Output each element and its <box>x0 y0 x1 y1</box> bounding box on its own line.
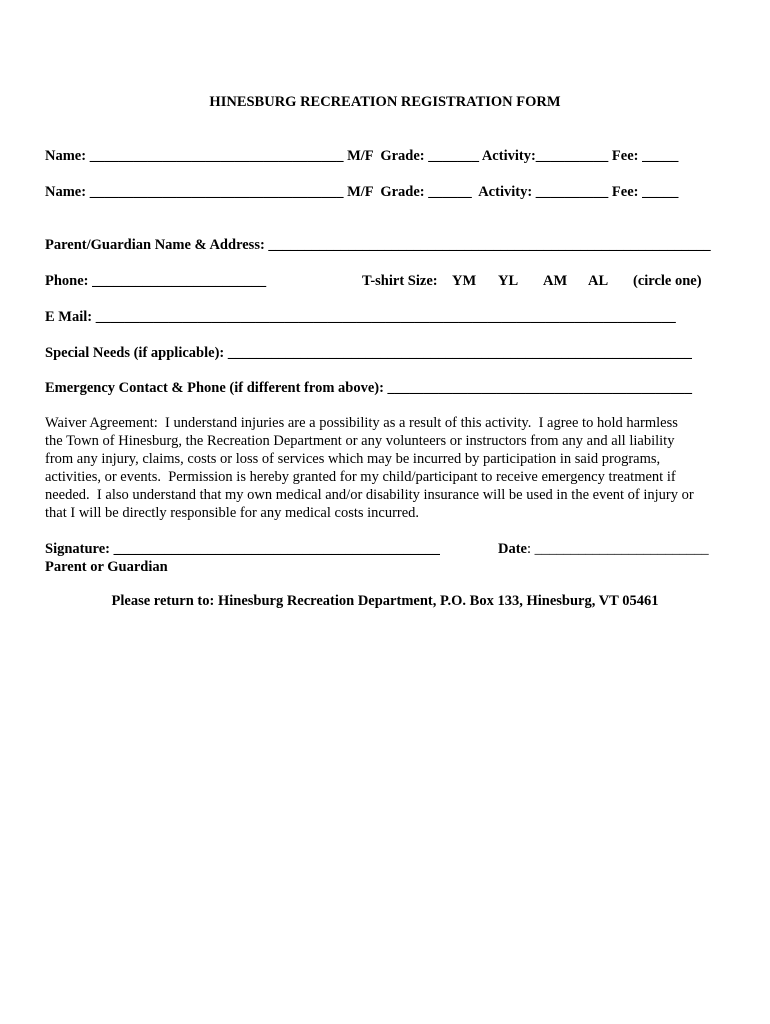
date-line: : ________________________ <box>527 541 709 557</box>
waiver-line: needed. I also understand that my own medical and/or disability insurance will be used in the event of injury or <box>45 487 694 503</box>
tshirt-size-label: T-shirt Size: <box>362 273 438 289</box>
waiver-line: activities, or events. Permission is hereby granted for my child/participant to receive emergency treatment if <box>45 469 676 485</box>
participant-name-row-2: Name: ___________________________________ M/F Grade: ______ Activity: __________ Fee: _____ <box>45 184 679 200</box>
phone-field: Phone: ________________________ <box>45 273 267 289</box>
tshirt-option-ym: YM <box>452 273 477 289</box>
tshirt-option-yl: YL <box>498 273 519 289</box>
form-title: HINESBURG RECREATION REGISTRATION FORM <box>209 94 561 110</box>
email-row: E Mail: ________________________________________________________________________________ <box>45 309 676 325</box>
special-needs-row: Special Needs (if applicable): ________________________________________________________________ <box>45 345 692 361</box>
waiver-line: from any injury, claims, costs or loss of services which may be incurred by participation in said programs, <box>45 451 661 467</box>
return-address: Please return to: Hinesburg Recreation Department, P.O. Box 133, Hinesburg, VT 05461 <box>111 593 659 609</box>
tshirt-circle-note: (circle one) <box>633 273 702 289</box>
tshirt-option-am: AM <box>543 273 568 289</box>
waiver-line: that I will be directly responsible for any medical costs incurred. <box>45 505 420 521</box>
signature-field: Signature: _____________________________________________ <box>45 541 440 557</box>
date-field <box>498 540 709 558</box>
emergency-contact-row: Emergency Contact & Phone (if different from above): __________________________________________ <box>45 380 693 396</box>
date-label: Date <box>498 541 527 557</box>
parent-or-guardian-label: Parent or Guardian <box>45 559 168 575</box>
participant-name-row-1: Name: ___________________________________ M/F Grade: _______ Activity:__________ Fee: _____ <box>45 148 679 164</box>
waiver-line: Waiver Agreement: I understand injuries are a possibility as a result of this activity. I agree to hold harmless <box>45 415 678 431</box>
waiver-agreement <box>45 414 735 522</box>
tshirt-option-al: AL <box>588 273 609 289</box>
parent-guardian-row: Parent/Guardian Name & Address: _____________________________________________________________ <box>45 237 711 253</box>
waiver-line: the Town of Hinesburg, the Recreation Department or any volunteers or instructors from any and all liability <box>45 433 675 449</box>
